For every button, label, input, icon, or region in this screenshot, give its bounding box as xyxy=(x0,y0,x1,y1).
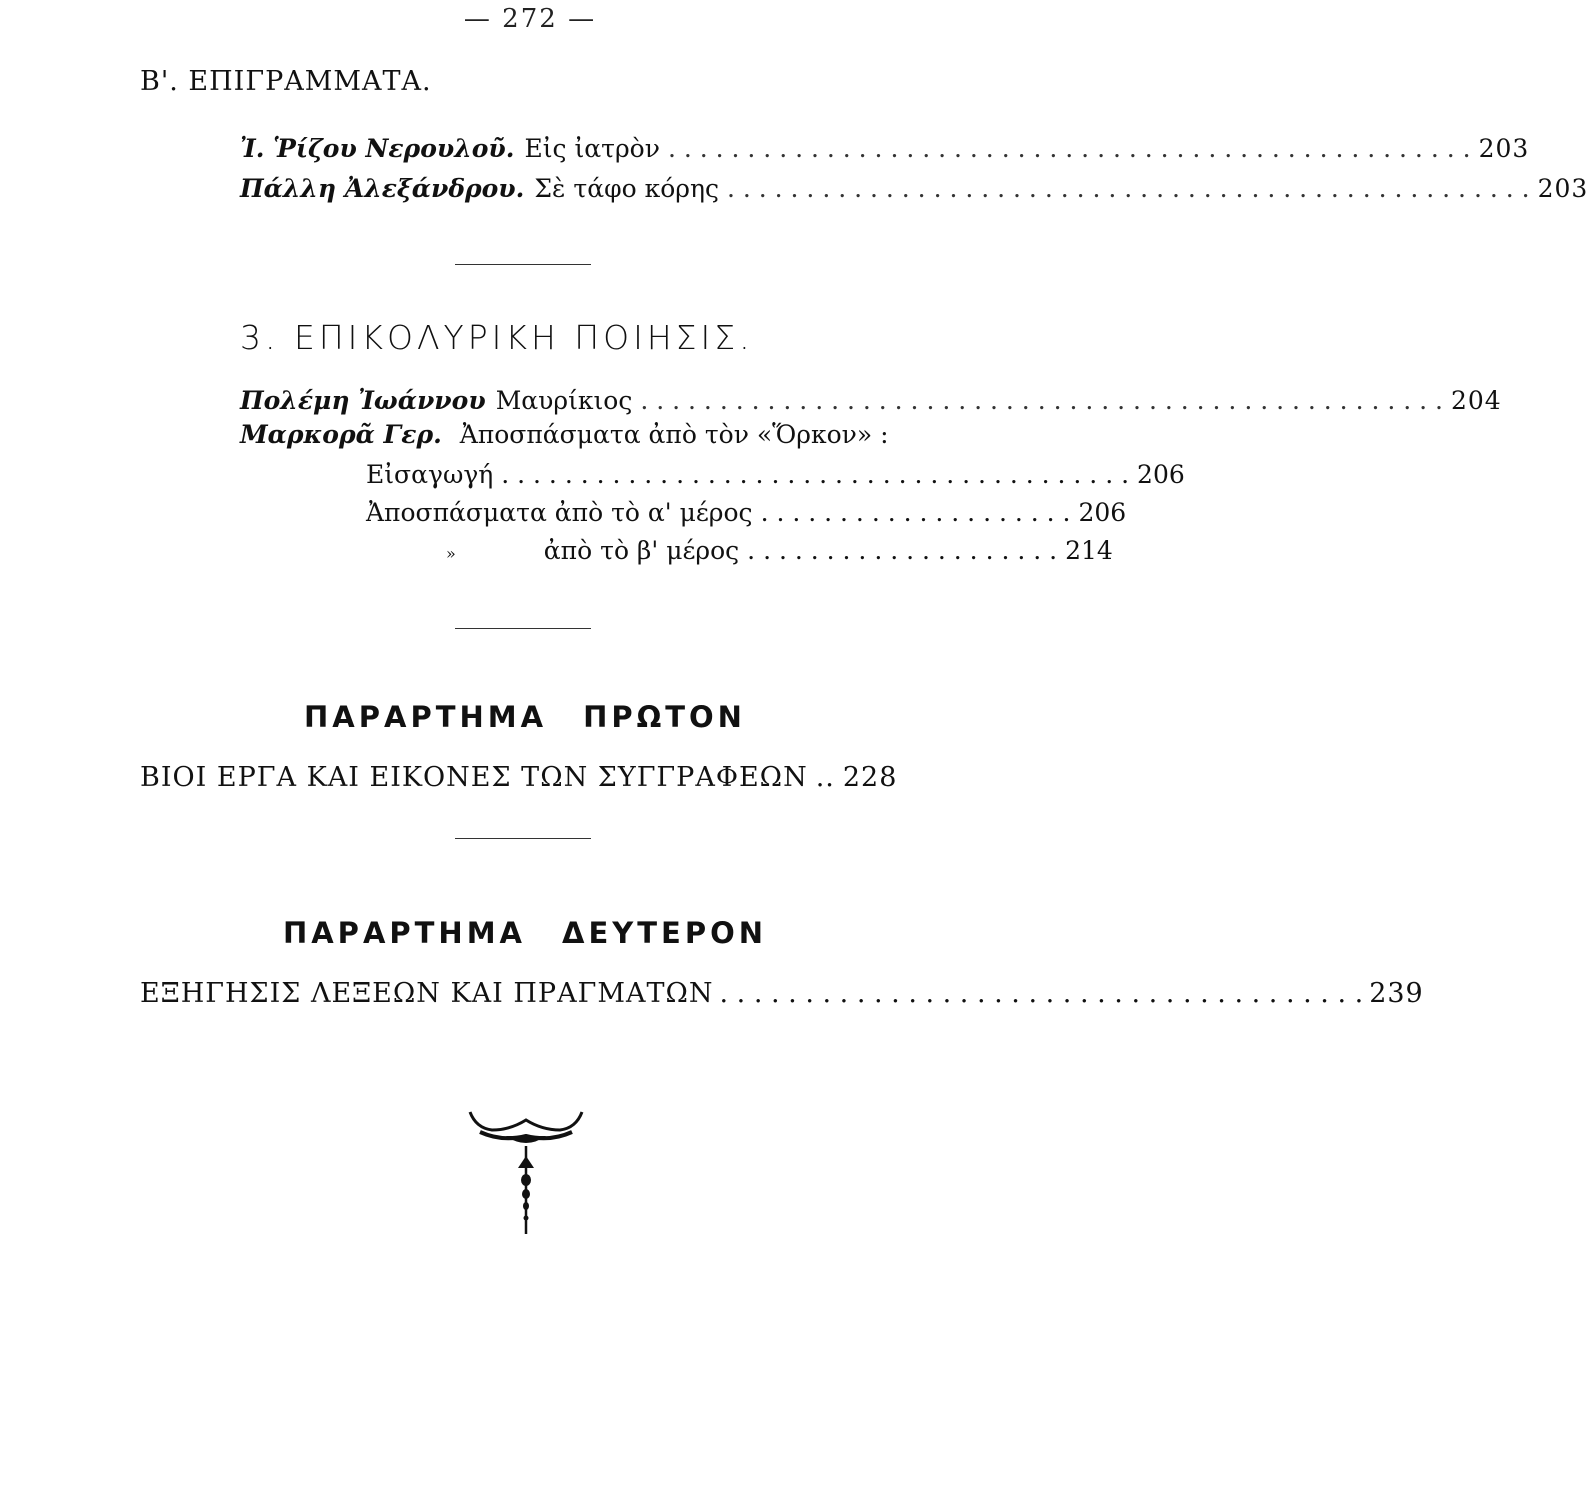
toc-entry-multi xyxy=(240,420,902,449)
dot-leader xyxy=(720,978,1364,1009)
appendix-1-page: 228 xyxy=(842,762,898,793)
ditto-mark: » xyxy=(446,544,456,563)
entry-author: Πολέμη Ἰωάννου xyxy=(240,386,486,415)
entry-title: Ἀποσπάσματα ἀπὸ τὸν «Ὅρκον» : xyxy=(459,420,889,449)
entry-title: Σὲ τάφο κόρης xyxy=(534,174,719,203)
toc-entry xyxy=(240,134,1530,163)
subentry-page: 206 xyxy=(1078,498,1127,527)
dot-leader: . . . . . . . . . . . . . . . . . . . . xyxy=(747,536,1058,565)
toc-entry xyxy=(240,386,1502,415)
appendix-1-word-1: ΠΑΡΑΡΤΗΜΑ xyxy=(304,700,548,734)
appendix-2-title: ΕΞΗΓΗΣΙΣ ΛΕΞΕΩΝ ΚΑΙ ΠΡΑΓΜΑΤΩΝ xyxy=(140,978,714,1009)
appendix-2-page: 239 xyxy=(1369,978,1424,1009)
toc-entry xyxy=(240,174,1588,203)
section-3-heading: 3. ΕΠΙΚΟΛΥΡΙΚΗ ΠΟΙΗΣΙΣ. xyxy=(240,318,754,357)
divider-rule xyxy=(455,264,591,265)
appendix-1-entry xyxy=(140,762,904,793)
subentry-page: 206 xyxy=(1137,460,1185,489)
page-number: — 272 — xyxy=(463,4,597,34)
dot-leader xyxy=(668,134,1471,163)
section-b-heading: Β'. ΕΠΙΓΡΑΜΜΑΤΑ. xyxy=(140,66,432,97)
tailpiece-ornament-icon xyxy=(466,1106,586,1236)
divider-rule xyxy=(455,628,591,629)
appendix-1-title: ΒΙΟΙ ΕΡΓΑ ΚΑΙ ΕΙΚΟΝΕΣ ΤΩΝ ΣΥΓΓΡΑΦΕΩΝ xyxy=(140,762,808,793)
entry-author: Ἰ. Ῥίζου Νερουλοῦ. xyxy=(240,134,515,163)
appendix-2-word-1: ΠΑΡΑΡΤΗΜΑ xyxy=(282,916,526,950)
dot-leader: .. xyxy=(815,762,835,793)
dot-leader: . . . . . . . . . . . . . . . . . . . . . . . . . . . . . . . . . . . . . . . . xyxy=(501,460,1130,489)
toc-subentry xyxy=(366,498,1127,527)
entry-page: 203 xyxy=(1478,134,1530,163)
appendix-2-heading xyxy=(0,916,1050,950)
subentry-title: Εἰσαγωγή xyxy=(366,460,494,489)
toc-subentry xyxy=(366,460,1185,489)
entry-author: Πάλλη Ἀλεξάνδρου. xyxy=(240,174,525,203)
appendix-1-heading xyxy=(0,700,1050,734)
appendix-1-word-2: ΠΡΩΤΟΝ xyxy=(583,700,746,734)
dot-leader xyxy=(727,174,1530,203)
divider-rule xyxy=(455,838,591,839)
entry-title: Μαυρίκιος xyxy=(495,386,633,415)
entry-title: Εἰς ἰατρὸν xyxy=(524,134,660,163)
entry-page: 203 xyxy=(1537,174,1588,203)
appendix-2-entry xyxy=(140,978,1424,1009)
dot-leader xyxy=(640,386,1443,415)
dot-leader: . . . . . . . . . . . . . . . . . . . . xyxy=(760,498,1071,527)
entry-author: Μαρκορᾶ Γερ. xyxy=(240,420,442,449)
subentry-page: 214 xyxy=(1065,536,1113,565)
subentry-title: Ἀποσπάσματα ἀπὸ τὸ α' μέρος xyxy=(366,498,753,527)
subentry-title: ἀπὸ τὸ β' μέρος xyxy=(543,536,740,565)
appendix-2-word-2: ΔΕΥΤΕΡΟΝ xyxy=(562,916,768,950)
entry-page: 204 xyxy=(1450,386,1502,415)
toc-subentry xyxy=(446,536,1113,565)
